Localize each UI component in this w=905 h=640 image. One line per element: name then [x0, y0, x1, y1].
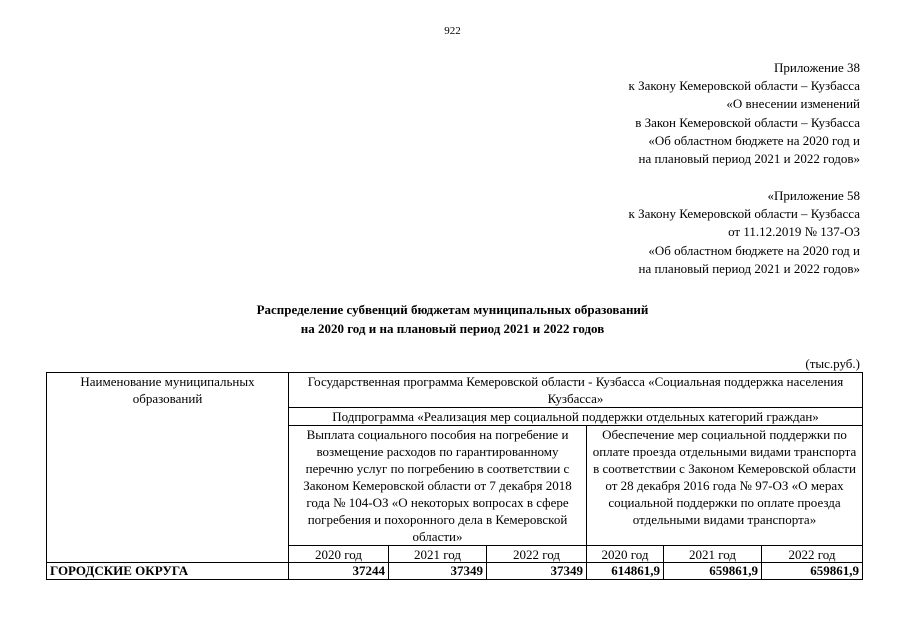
unit-label: (тыс.руб.) [805, 356, 860, 371]
title-line-1: Распределение субвенций бюджетам муниципальных образований [256, 302, 649, 317]
appendix-58-line: «Об областном бюджете на 2020 год и [648, 242, 860, 258]
appendix-38-line: на плановый период 2021 и 2022 годов» [638, 151, 860, 167]
appendix-58-line: к Закону Кемеровской области – Кузбасса [628, 206, 860, 222]
appendix-38-line: к Закону Кемеровской области – Кузбасса [628, 78, 860, 94]
appendix-38-line: «О внесении изменений [726, 96, 860, 112]
subventions-table [46, 372, 863, 580]
document-title [0, 300, 905, 338]
row-name: ГОРОДСКИЕ ОКРУГА [47, 563, 289, 580]
value-cell: 37244 [289, 563, 389, 580]
year-header: 2020 год [289, 546, 389, 563]
appendix-38-line: «Об областном бюджете на 2020 год и [648, 132, 860, 148]
appendix-58-line: от 11.12.2019 № 137-ОЗ [728, 224, 860, 240]
subprogram-header: Подпрограмма «Реализация мер социальной поддержки отдельных категорий граждан» [289, 408, 863, 426]
measure-header-burial: Выплата социального пособия на погребение и возмещение расходов по гарантированному перечню услуг по погребению в соответствии с Законом Кемеровской области от 7 декабря 2018 года № 104-ОЗ «О некоторых вопросах в сфере погребения и похоронного дела в Кемеровской области» [289, 426, 587, 546]
measure-header-transport: Обеспечение мер социальной поддержки по оплате проезда отдельными видами транспорта в соответствии с Законом Кемеровской области от 28 декабря 2016 года № 97-ОЗ «О мерах социальной поддержки по оплате проезда отдельными видами транспорта» [587, 426, 863, 546]
year-header: 2020 год [587, 546, 664, 563]
year-header: 2021 год [389, 546, 487, 563]
year-header: 2022 год [487, 546, 587, 563]
page-number: 922 [444, 25, 461, 37]
value-cell: 37349 [389, 563, 487, 580]
value-cell: 659861,9 [664, 563, 762, 580]
appendix-38-line: в Закон Кемеровской области – Кузбасса [635, 114, 860, 130]
title-line-2: на 2020 год и на плановый период 2021 и 2022 годов [300, 321, 605, 336]
value-cell: 37349 [487, 563, 587, 580]
appendix-38-header [500, 59, 860, 168]
name-column-header: Наименование муниципальных образований [47, 373, 289, 563]
value-cell: 614861,9 [587, 563, 664, 580]
program-header: Государственная программа Кемеровской области - Кузбасса «Социальная поддержка населения Кузбасса» [289, 373, 863, 408]
appendix-58-line: на плановый период 2021 и 2022 годов» [638, 260, 860, 276]
year-header: 2021 год [664, 546, 762, 563]
year-header: 2022 год [762, 546, 863, 563]
appendix-58-line: «Приложение 58 [767, 188, 860, 203]
appendix-58-header [500, 187, 860, 278]
header-row-program [47, 373, 863, 408]
value-cell: 659861,9 [762, 563, 863, 580]
appendix-38-line: Приложение 38 [773, 60, 860, 75]
table-row [47, 563, 863, 580]
